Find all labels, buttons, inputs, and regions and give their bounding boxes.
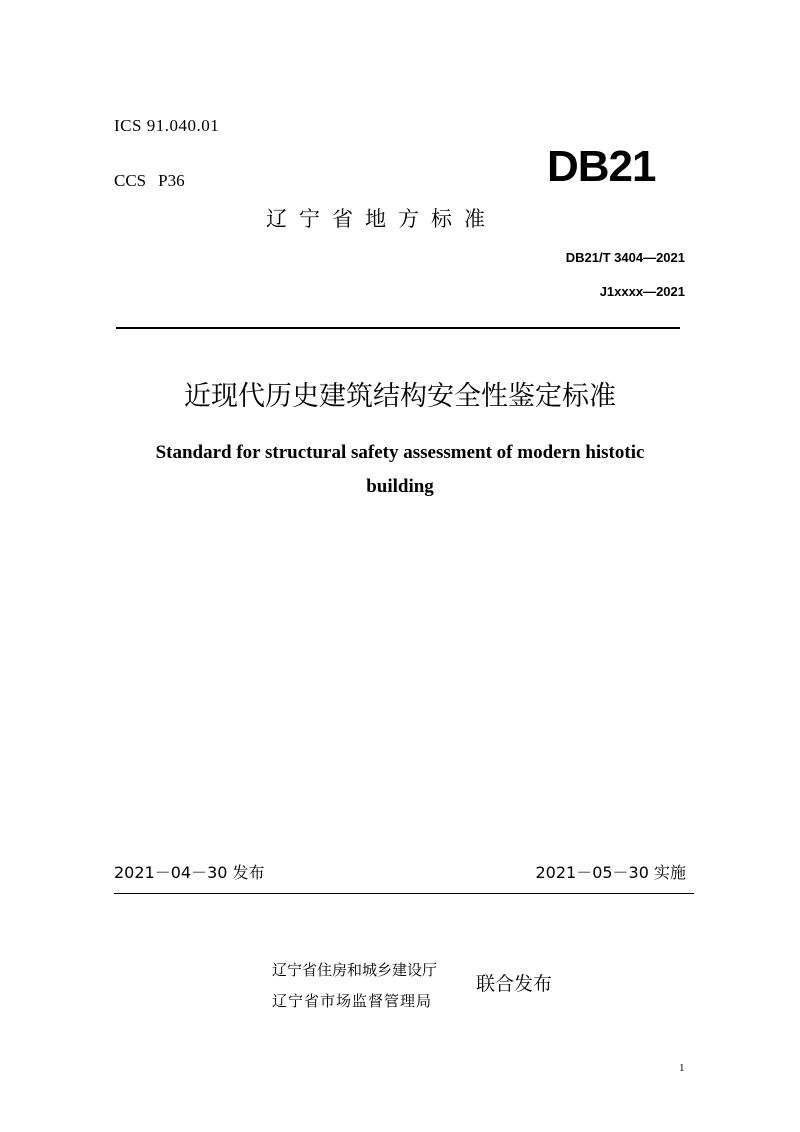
issue-date: 2021－04－30 发布 [114, 863, 265, 882]
ccs-label: CCS [114, 171, 147, 190]
issuer-market-bureau: 辽宁省市场监督管理局 [272, 992, 433, 1010]
ics-code: ICS 91.040.01 [114, 116, 220, 135]
standard-type: 辽宁省地方标准 [266, 207, 497, 231]
page-number: 1 [679, 1062, 685, 1074]
record-number: J1xxxx—2021 [599, 284, 685, 299]
title-chinese: 近现代历史建筑结构安全性鉴定标准 [184, 381, 616, 412]
title-english: Standard for structural safety assessment of modern histotic building [155, 442, 645, 497]
joint-issue-label: 联合发布 [476, 973, 553, 995]
top-divider [116, 327, 680, 329]
issuer-housing-dept: 辽宁省住房和城乡建设厅 [272, 961, 438, 979]
ccs-value: P36 [158, 171, 185, 190]
standard-number: DB21/T 3404—2021 [565, 250, 685, 265]
db-logo: DB21 [547, 142, 656, 191]
ccs-code [114, 171, 185, 191]
implementation-date: 2021－05－30 实施 [535, 863, 686, 882]
bottom-divider [114, 893, 694, 894]
